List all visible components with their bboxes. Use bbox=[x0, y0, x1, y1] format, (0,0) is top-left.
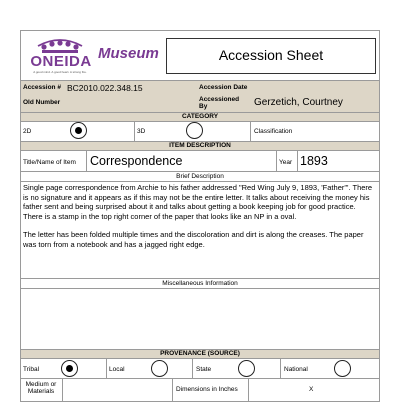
dimensions-field[interactable] bbox=[249, 379, 378, 400]
category-2d-radio[interactable] bbox=[70, 122, 87, 139]
oneida-wordmark: ONEIDA bbox=[30, 53, 92, 70]
misc-info-label: Miscellaneous Information bbox=[162, 280, 238, 287]
accession-number-value[interactable]: BC2010.022.348.15 bbox=[67, 83, 143, 93]
year-value[interactable]: 1893 bbox=[300, 154, 328, 168]
provenance-national-label: National bbox=[284, 366, 308, 373]
accession-number-label: Accession # bbox=[23, 84, 61, 91]
brief-description-label: Brief Description bbox=[176, 173, 224, 180]
title-value[interactable]: Correspondence bbox=[90, 154, 183, 168]
oneida-logo bbox=[24, 36, 96, 80]
provenance-local-radio[interactable] bbox=[151, 360, 168, 377]
old-number-label: Old Number bbox=[23, 99, 61, 106]
category-2d-label: 2D bbox=[23, 128, 32, 135]
page-title: Accession Sheet bbox=[218, 47, 324, 63]
accessioned-by-value[interactable]: Gerzetich, Courtney bbox=[254, 97, 343, 108]
provenance-tribal-radio[interactable] bbox=[61, 360, 78, 377]
classification-label: Classification bbox=[254, 128, 293, 135]
provenance-tribal-label: Tribal bbox=[23, 366, 40, 373]
provenance-state-radio[interactable] bbox=[238, 360, 255, 377]
item-description-heading: ITEM DESCRIPTION bbox=[169, 142, 231, 149]
provenance-state-label: State bbox=[196, 366, 212, 373]
title-label: Title/Name of Item bbox=[23, 159, 76, 166]
year-label: Year bbox=[279, 159, 293, 166]
category-3d-radio[interactable] bbox=[186, 122, 203, 139]
medium-field[interactable] bbox=[63, 379, 171, 400]
category-heading: CATEGORY bbox=[181, 113, 219, 120]
museum-label: Museum bbox=[98, 45, 159, 62]
oneida-tagline: A good mind. A good heart. A strong fire. bbox=[33, 70, 87, 74]
dimensions-separator: X bbox=[309, 386, 314, 393]
brief-paragraph-1: Single page correspondence from Archie to his father addressed "Red Wing July 9, 1893, 'Father'". There is no signature and it appears as if this may not be the entire letter. It talks about receiving the money his father sent and being surprised about it and talks about getting a book keeping job for good practice. There is a stamp in the top right corner of the paper that looks like an NP in a oval. bbox=[23, 183, 373, 221]
brief-paragraph-2: The letter has been folded multiple times and the discoloration and dirt is along the creases. The paper was torn from a notebook and has a jagged right edge. bbox=[23, 230, 364, 249]
category-3d-label: 3D bbox=[137, 128, 146, 135]
provenance-heading: PROVENANCE (SOURCE) bbox=[160, 350, 240, 357]
brief-description-text[interactable] bbox=[23, 183, 377, 249]
medium-label: Medium or Materials bbox=[25, 381, 57, 395]
provenance-national-radio[interactable] bbox=[334, 360, 351, 377]
misc-info-field[interactable] bbox=[21, 289, 379, 349]
accessioned-by-label: Accessioned By bbox=[199, 96, 240, 110]
provenance-local-label: Local bbox=[109, 366, 125, 373]
dimensions-label: Dimensions in Inches bbox=[176, 386, 238, 393]
accession-date-label: Accession Date bbox=[199, 84, 248, 91]
